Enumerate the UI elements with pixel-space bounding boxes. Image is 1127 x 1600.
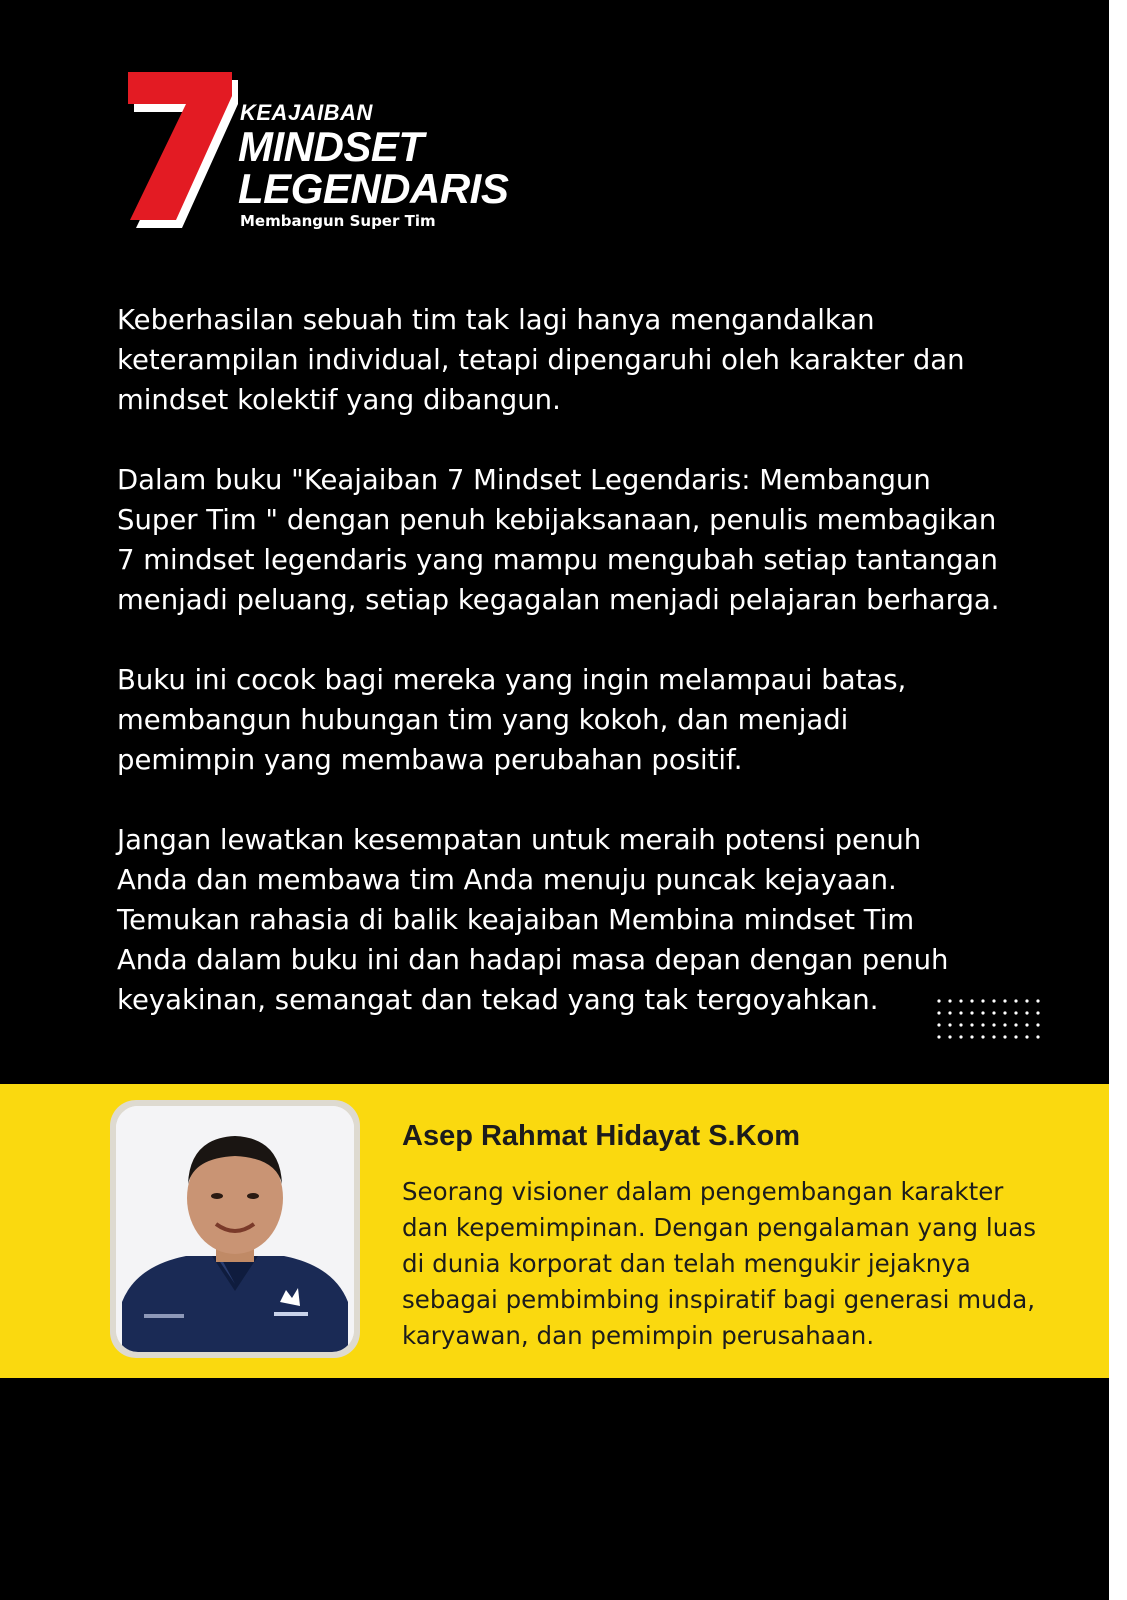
logo-kicker: KEAJAIBAN bbox=[240, 100, 373, 125]
text-line: Jangan lewatkan kesempatan untuk meraih potensi penuh bbox=[117, 824, 922, 856]
logo-title-line1: MINDSET bbox=[238, 123, 424, 170]
text-line: keyakinan, semangat dan tekad yang tak tergoyahkan. bbox=[117, 984, 879, 1016]
author-band bbox=[0, 1084, 1109, 1378]
bio-line: sebagai pembimbing inspiratif bagi generasi muda, bbox=[402, 1285, 1036, 1314]
logo-title-line2: LEGENDARIS bbox=[238, 165, 509, 212]
bio-line: Seorang visioner dalam pengembangan karakter bbox=[402, 1177, 1004, 1206]
text-line: 7 mindset legendaris yang mampu mengubah setiap tantangan bbox=[117, 544, 998, 576]
text-line: pemimpin yang membawa perubahan positif. bbox=[117, 744, 743, 776]
text-line: menjadi peluang, setiap kegagalan menjadi pelajaran berharga. bbox=[117, 584, 1000, 616]
author-name: Asep Rahmat Hidayat S.Kom bbox=[402, 1120, 801, 1152]
paragraph bbox=[117, 820, 1017, 1020]
text-line: keterampilan individual, tetapi dipengaruhi oleh karakter dan bbox=[117, 344, 965, 376]
book-logo bbox=[120, 68, 520, 238]
paragraph bbox=[117, 300, 1017, 420]
bio-line: dan kepemimpinan. Dengan pengalaman yang luas bbox=[402, 1213, 1037, 1242]
text-line: Super Tim " dengan penuh kebijaksanaan, penulis membagikan bbox=[117, 504, 997, 536]
dot-grid-icon bbox=[935, 997, 1045, 1043]
synopsis bbox=[117, 300, 1017, 1060]
text-line: Anda dan membawa tim Anda menuju puncak kejayaan. bbox=[117, 864, 897, 896]
author-bio bbox=[402, 1174, 1062, 1354]
text-line: mindset kolektif yang dibangun. bbox=[117, 384, 561, 416]
paragraph bbox=[117, 660, 1017, 780]
author-photo-frame bbox=[110, 1100, 360, 1358]
text-line: Anda dalam buku ini dan hadapi masa depan dengan penuh bbox=[117, 944, 949, 976]
text-line: Dalam buku "Keajaiban 7 Mindset Legendaris: Membangun bbox=[117, 464, 931, 496]
text-line: Temukan rahasia di balik keajaiban Membina mindset Tim bbox=[117, 904, 915, 936]
author-portrait-icon bbox=[116, 1106, 354, 1352]
text-line: Keberhasilan sebuah tim tak lagi hanya mengandalkan bbox=[117, 304, 875, 336]
text-line: membangun hubungan tim yang kokoh, dan menjadi bbox=[117, 704, 849, 736]
text-line: Buku ini cocok bagi mereka yang ingin melampaui batas, bbox=[117, 664, 907, 696]
bio-line: di dunia korporat dan telah mengukir jejaknya bbox=[402, 1249, 971, 1278]
author-photo bbox=[116, 1106, 354, 1352]
logo-subtitle: Membangun Super Tim bbox=[240, 212, 436, 230]
bio-line: karyawan, dan pemimpin perusahaan. bbox=[402, 1321, 875, 1350]
paragraph bbox=[117, 460, 1017, 620]
seven-numeral-icon bbox=[120, 68, 240, 238]
page-edge bbox=[1109, 0, 1127, 1600]
